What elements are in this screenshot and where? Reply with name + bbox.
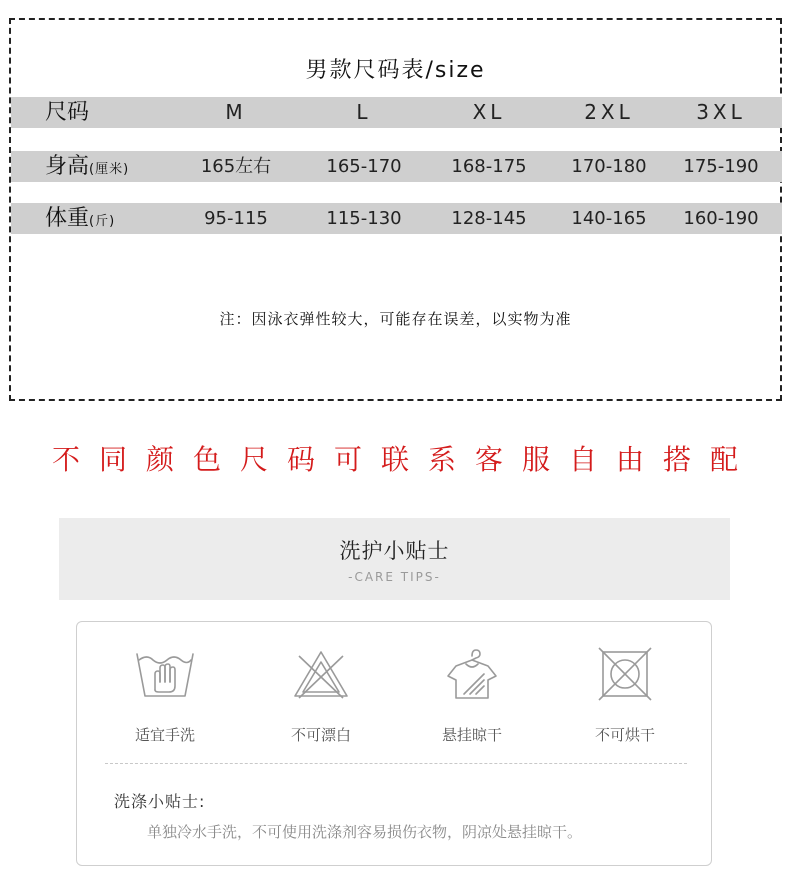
size-cell: 2XL [584, 100, 634, 124]
care-subtitle: -CARE TIPS- [348, 570, 441, 584]
height-cell: 165左右 [200, 156, 272, 177]
care-header [59, 518, 730, 600]
height-cell: 168-175 [451, 156, 527, 177]
tip-hand-wash [95, 646, 235, 745]
size-cell: 3XL [696, 100, 746, 124]
height-label: 身高(厘米) [45, 154, 130, 179]
size-cell: XL [472, 100, 506, 124]
wash-title: 洗涤小贴士: [114, 792, 206, 811]
size-chart [9, 18, 782, 401]
color-size-tagline: 不同颜色尺码可联系客服自由搭配 [51, 443, 757, 476]
height-cell: 165-170 [326, 156, 402, 177]
size-header-row [11, 97, 782, 128]
tip-label: 不可漂白 [290, 726, 351, 744]
height-cell: 175-190 [683, 156, 759, 177]
size-header-label: 尺码 [45, 100, 90, 125]
tip-no-bleach [251, 646, 391, 745]
wash-text: 单独冷水手洗，不可使用洗涤剂容易损伤衣物，阴凉处悬挂晾干。 [147, 823, 583, 841]
no-bleach-icon [289, 646, 353, 702]
weight-cell: 115-130 [326, 208, 402, 229]
height-unit: (厘米) [89, 162, 130, 177]
height-cell: 170-180 [571, 156, 647, 177]
weight-cell: 128-145 [451, 208, 527, 229]
tip-label: 不可烘干 [594, 726, 655, 744]
size-chart-title: 男款尺码表/size [305, 58, 486, 83]
tip-no-tumble-dry [555, 646, 695, 745]
tip-label: 悬挂晾干 [441, 726, 502, 744]
hand-wash-icon [133, 646, 197, 702]
care-box [76, 621, 712, 866]
care-title: 洗护小贴士 [339, 539, 450, 563]
weight-cell: 140-165 [571, 208, 647, 229]
hang-dry-icon [440, 646, 504, 702]
weight-label: 体重(斤) [45, 206, 116, 231]
size-cell: L [356, 100, 372, 124]
tip-label: 适宜手洗 [134, 726, 195, 744]
weight-row [11, 203, 782, 234]
weight-cell: 95-115 [204, 208, 268, 229]
care-divider [105, 763, 687, 764]
tip-hang-dry [402, 646, 542, 745]
weight-cell: 160-190 [683, 208, 759, 229]
size-cell: M [225, 100, 247, 124]
weight-unit: (斤) [89, 214, 116, 229]
height-row [11, 151, 782, 182]
size-note: 注：因泳衣弹性较大，可能存在误差，以实物为准 [219, 310, 572, 328]
no-tumble-dry-icon [593, 646, 657, 702]
